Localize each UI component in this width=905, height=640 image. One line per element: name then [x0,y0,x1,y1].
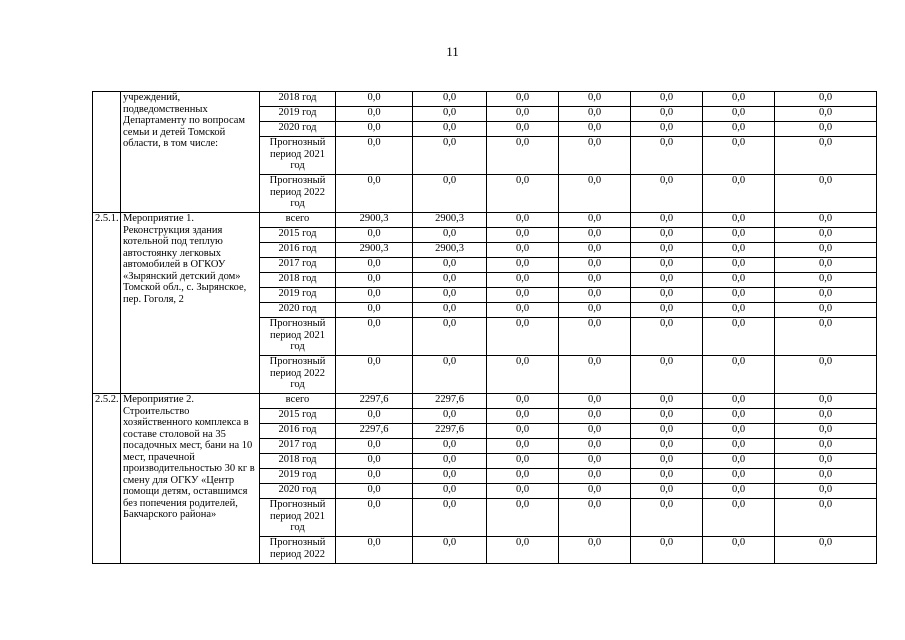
value-cell: 0,0 [775,243,877,258]
value-cell: 0,0 [336,469,413,484]
value-cell: 0,0 [631,424,703,439]
value-cell: 0,0 [413,107,487,122]
period-cell: Прогнозный период 2022 [260,537,336,564]
value-cell: 0,0 [413,499,487,537]
value-cell: 0,0 [487,258,559,273]
value-cell: 0,0 [559,537,631,564]
table-body [93,92,877,564]
value-cell: 0,0 [631,537,703,564]
value-cell: 0,0 [413,439,487,454]
value-cell: 0,0 [559,288,631,303]
value-cell: 0,0 [703,499,775,537]
measure-description: учреждений, подведомственных Департаменту по вопросам семьи и детей Томской области, в том числе: [121,92,260,213]
value-cell: 0,0 [487,175,559,213]
period-cell: 2016 год [260,424,336,439]
value-cell: 0,0 [703,92,775,107]
value-cell: 0,0 [559,107,631,122]
value-cell: 0,0 [413,122,487,137]
value-cell: 0,0 [413,469,487,484]
value-cell: 0,0 [336,484,413,499]
measure-code: 2.5.2. [93,394,121,564]
value-cell: 0,0 [413,318,487,356]
value-cell: 0,0 [559,409,631,424]
value-cell: 0,0 [336,303,413,318]
value-cell: 0,0 [487,303,559,318]
value-cell: 0,0 [631,273,703,288]
value-cell: 0,0 [413,92,487,107]
value-cell: 0,0 [487,318,559,356]
value-cell: 0,0 [631,228,703,243]
period-cell: 2019 год [260,288,336,303]
value-cell: 0,0 [775,356,877,394]
value-cell: 0,0 [559,469,631,484]
value-cell: 0,0 [703,439,775,454]
value-cell: 0,0 [336,122,413,137]
period-cell: 2016 год [260,243,336,258]
value-cell: 0,0 [487,537,559,564]
value-cell: 0,0 [559,258,631,273]
value-cell: 0,0 [336,258,413,273]
value-cell: 0,0 [631,137,703,175]
value-cell: 0,0 [336,137,413,175]
value-cell: 0,0 [487,356,559,394]
value-cell: 0,0 [559,356,631,394]
value-cell: 0,0 [631,454,703,469]
value-cell: 0,0 [336,107,413,122]
value-cell: 0,0 [703,213,775,228]
value-cell: 0,0 [336,439,413,454]
value-cell: 0,0 [703,469,775,484]
value-cell: 0,0 [336,454,413,469]
table-row [93,394,877,409]
value-cell: 0,0 [559,273,631,288]
value-cell: 2900,3 [336,243,413,258]
value-cell: 0,0 [775,122,877,137]
value-cell: 0,0 [336,228,413,243]
value-cell: 0,0 [703,409,775,424]
value-cell: 0,0 [703,122,775,137]
value-cell: 0,0 [336,499,413,537]
value-cell: 0,0 [631,439,703,454]
value-cell: 0,0 [487,424,559,439]
period-cell: 2017 год [260,439,336,454]
value-cell: 0,0 [413,258,487,273]
value-cell: 2900,3 [336,213,413,228]
value-cell: 0,0 [336,409,413,424]
value-cell: 0,0 [775,318,877,356]
value-cell: 0,0 [559,228,631,243]
value-cell: 0,0 [487,439,559,454]
value-cell: 0,0 [775,92,877,107]
value-cell: 0,0 [631,484,703,499]
value-cell: 2900,3 [413,213,487,228]
value-cell: 0,0 [336,175,413,213]
value-cell: 0,0 [413,409,487,424]
value-cell: 0,0 [487,484,559,499]
value-cell: 0,0 [631,499,703,537]
measure-description: Мероприятие 1. Реконструкция здания котельной под теплую автостоянку легковых автомобилей в ОГКОУ «Зырянский детский дом» Томской обл., с. Зырянское, пер. Гоголя, 2 [121,213,260,394]
value-cell: 0,0 [703,288,775,303]
value-cell: 0,0 [631,303,703,318]
measure-code [93,92,121,213]
table-row [93,213,877,228]
value-cell: 0,0 [775,273,877,288]
value-cell: 0,0 [775,175,877,213]
value-cell: 0,0 [631,122,703,137]
value-cell: 0,0 [703,175,775,213]
value-cell: 0,0 [703,537,775,564]
value-cell: 0,0 [775,137,877,175]
value-cell: 0,0 [487,469,559,484]
value-cell: 0,0 [487,409,559,424]
value-cell: 0,0 [559,439,631,454]
value-cell: 0,0 [559,303,631,318]
table-row [93,92,877,107]
value-cell: 0,0 [775,394,877,409]
value-cell: 0,0 [487,394,559,409]
period-cell: 2020 год [260,303,336,318]
budget-table [92,91,877,564]
value-cell: 0,0 [775,213,877,228]
period-cell: 2018 год [260,92,336,107]
value-cell: 2900,3 [413,243,487,258]
page-number: 11 [446,44,459,59]
value-cell: 0,0 [487,122,559,137]
value-cell: 0,0 [413,137,487,175]
value-cell: 0,0 [775,537,877,564]
period-cell: 2018 год [260,273,336,288]
value-cell: 0,0 [703,273,775,288]
value-cell: 0,0 [487,273,559,288]
value-cell: 0,0 [703,484,775,499]
value-cell: 0,0 [631,175,703,213]
value-cell: 0,0 [413,228,487,243]
value-cell: 0,0 [413,273,487,288]
value-cell: 0,0 [631,356,703,394]
period-cell: Прогнозный период 2022 год [260,175,336,213]
value-cell: 0,0 [559,175,631,213]
value-cell: 0,0 [631,92,703,107]
value-cell: 0,0 [703,356,775,394]
value-cell: 0,0 [487,243,559,258]
value-cell: 0,0 [413,356,487,394]
value-cell: 0,0 [336,537,413,564]
value-cell: 0,0 [487,499,559,537]
value-cell: 0,0 [703,137,775,175]
value-cell: 0,0 [703,424,775,439]
value-cell: 2297,6 [413,424,487,439]
value-cell: 2297,6 [336,394,413,409]
value-cell: 0,0 [559,484,631,499]
period-cell: Прогнозный период 2022 год [260,356,336,394]
value-cell: 0,0 [631,213,703,228]
period-cell: 2020 год [260,122,336,137]
value-cell: 0,0 [775,228,877,243]
value-cell: 0,0 [559,499,631,537]
value-cell: 0,0 [487,228,559,243]
value-cell: 0,0 [775,303,877,318]
value-cell: 0,0 [631,258,703,273]
value-cell: 0,0 [559,122,631,137]
value-cell: 0,0 [336,318,413,356]
value-cell: 0,0 [703,454,775,469]
value-cell: 0,0 [487,213,559,228]
value-cell: 0,0 [559,318,631,356]
value-cell: 0,0 [631,394,703,409]
value-cell: 0,0 [775,258,877,273]
value-cell: 0,0 [775,469,877,484]
value-cell: 0,0 [703,394,775,409]
value-cell: 0,0 [631,107,703,122]
period-cell: 2019 год [260,469,336,484]
period-cell: 2017 год [260,258,336,273]
value-cell: 0,0 [413,175,487,213]
period-cell: 2015 год [260,228,336,243]
value-cell: 0,0 [559,454,631,469]
value-cell: 0,0 [775,484,877,499]
value-cell: 0,0 [487,288,559,303]
value-cell: 0,0 [631,469,703,484]
value-cell: 0,0 [559,137,631,175]
value-cell: 0,0 [631,243,703,258]
value-cell: 2297,6 [336,424,413,439]
value-cell: 0,0 [775,439,877,454]
period-cell: 2020 год [260,484,336,499]
value-cell: 0,0 [487,92,559,107]
value-cell: 0,0 [413,454,487,469]
period-cell: 2018 год [260,454,336,469]
value-cell: 0,0 [631,409,703,424]
value-cell: 0,0 [487,107,559,122]
value-cell: 0,0 [487,454,559,469]
period-cell: 2019 год [260,107,336,122]
value-cell: 2297,6 [413,394,487,409]
value-cell: 0,0 [775,454,877,469]
value-cell: 0,0 [631,318,703,356]
value-cell: 0,0 [775,288,877,303]
value-cell: 0,0 [703,303,775,318]
value-cell: 0,0 [413,537,487,564]
value-cell: 0,0 [775,409,877,424]
value-cell: 0,0 [559,213,631,228]
period-cell: всего [260,394,336,409]
value-cell: 0,0 [631,288,703,303]
value-cell: 0,0 [413,288,487,303]
value-cell: 0,0 [559,394,631,409]
period-cell: 2015 год [260,409,336,424]
value-cell: 0,0 [336,288,413,303]
value-cell: 0,0 [487,137,559,175]
period-cell: Прогнозный период 2021 год [260,499,336,537]
measure-code: 2.5.1. [93,213,121,394]
value-cell: 0,0 [336,356,413,394]
period-cell: Прогнозный период 2021 год [260,318,336,356]
value-cell: 0,0 [775,424,877,439]
period-cell: всего [260,213,336,228]
value-cell: 0,0 [775,107,877,122]
value-cell: 0,0 [703,318,775,356]
value-cell: 0,0 [703,228,775,243]
value-cell: 0,0 [413,484,487,499]
value-cell: 0,0 [336,92,413,107]
value-cell: 0,0 [775,499,877,537]
value-cell: 0,0 [559,92,631,107]
value-cell: 0,0 [559,424,631,439]
value-cell: 0,0 [413,303,487,318]
period-cell: Прогнозный период 2021 год [260,137,336,175]
value-cell: 0,0 [703,258,775,273]
measure-description: Мероприятие 2. Строительство хозяйственного комплекса в составе столовой на 35 посадочных мест, бани на 10 мест, прачечной производительностью 30 кг в смену для ОГКУ «Центр помощи детям, оставшимся без попечения родителей, Бакчарского района» [121,394,260,564]
value-cell: 0,0 [703,107,775,122]
value-cell: 0,0 [336,273,413,288]
value-cell: 0,0 [559,243,631,258]
value-cell: 0,0 [703,243,775,258]
